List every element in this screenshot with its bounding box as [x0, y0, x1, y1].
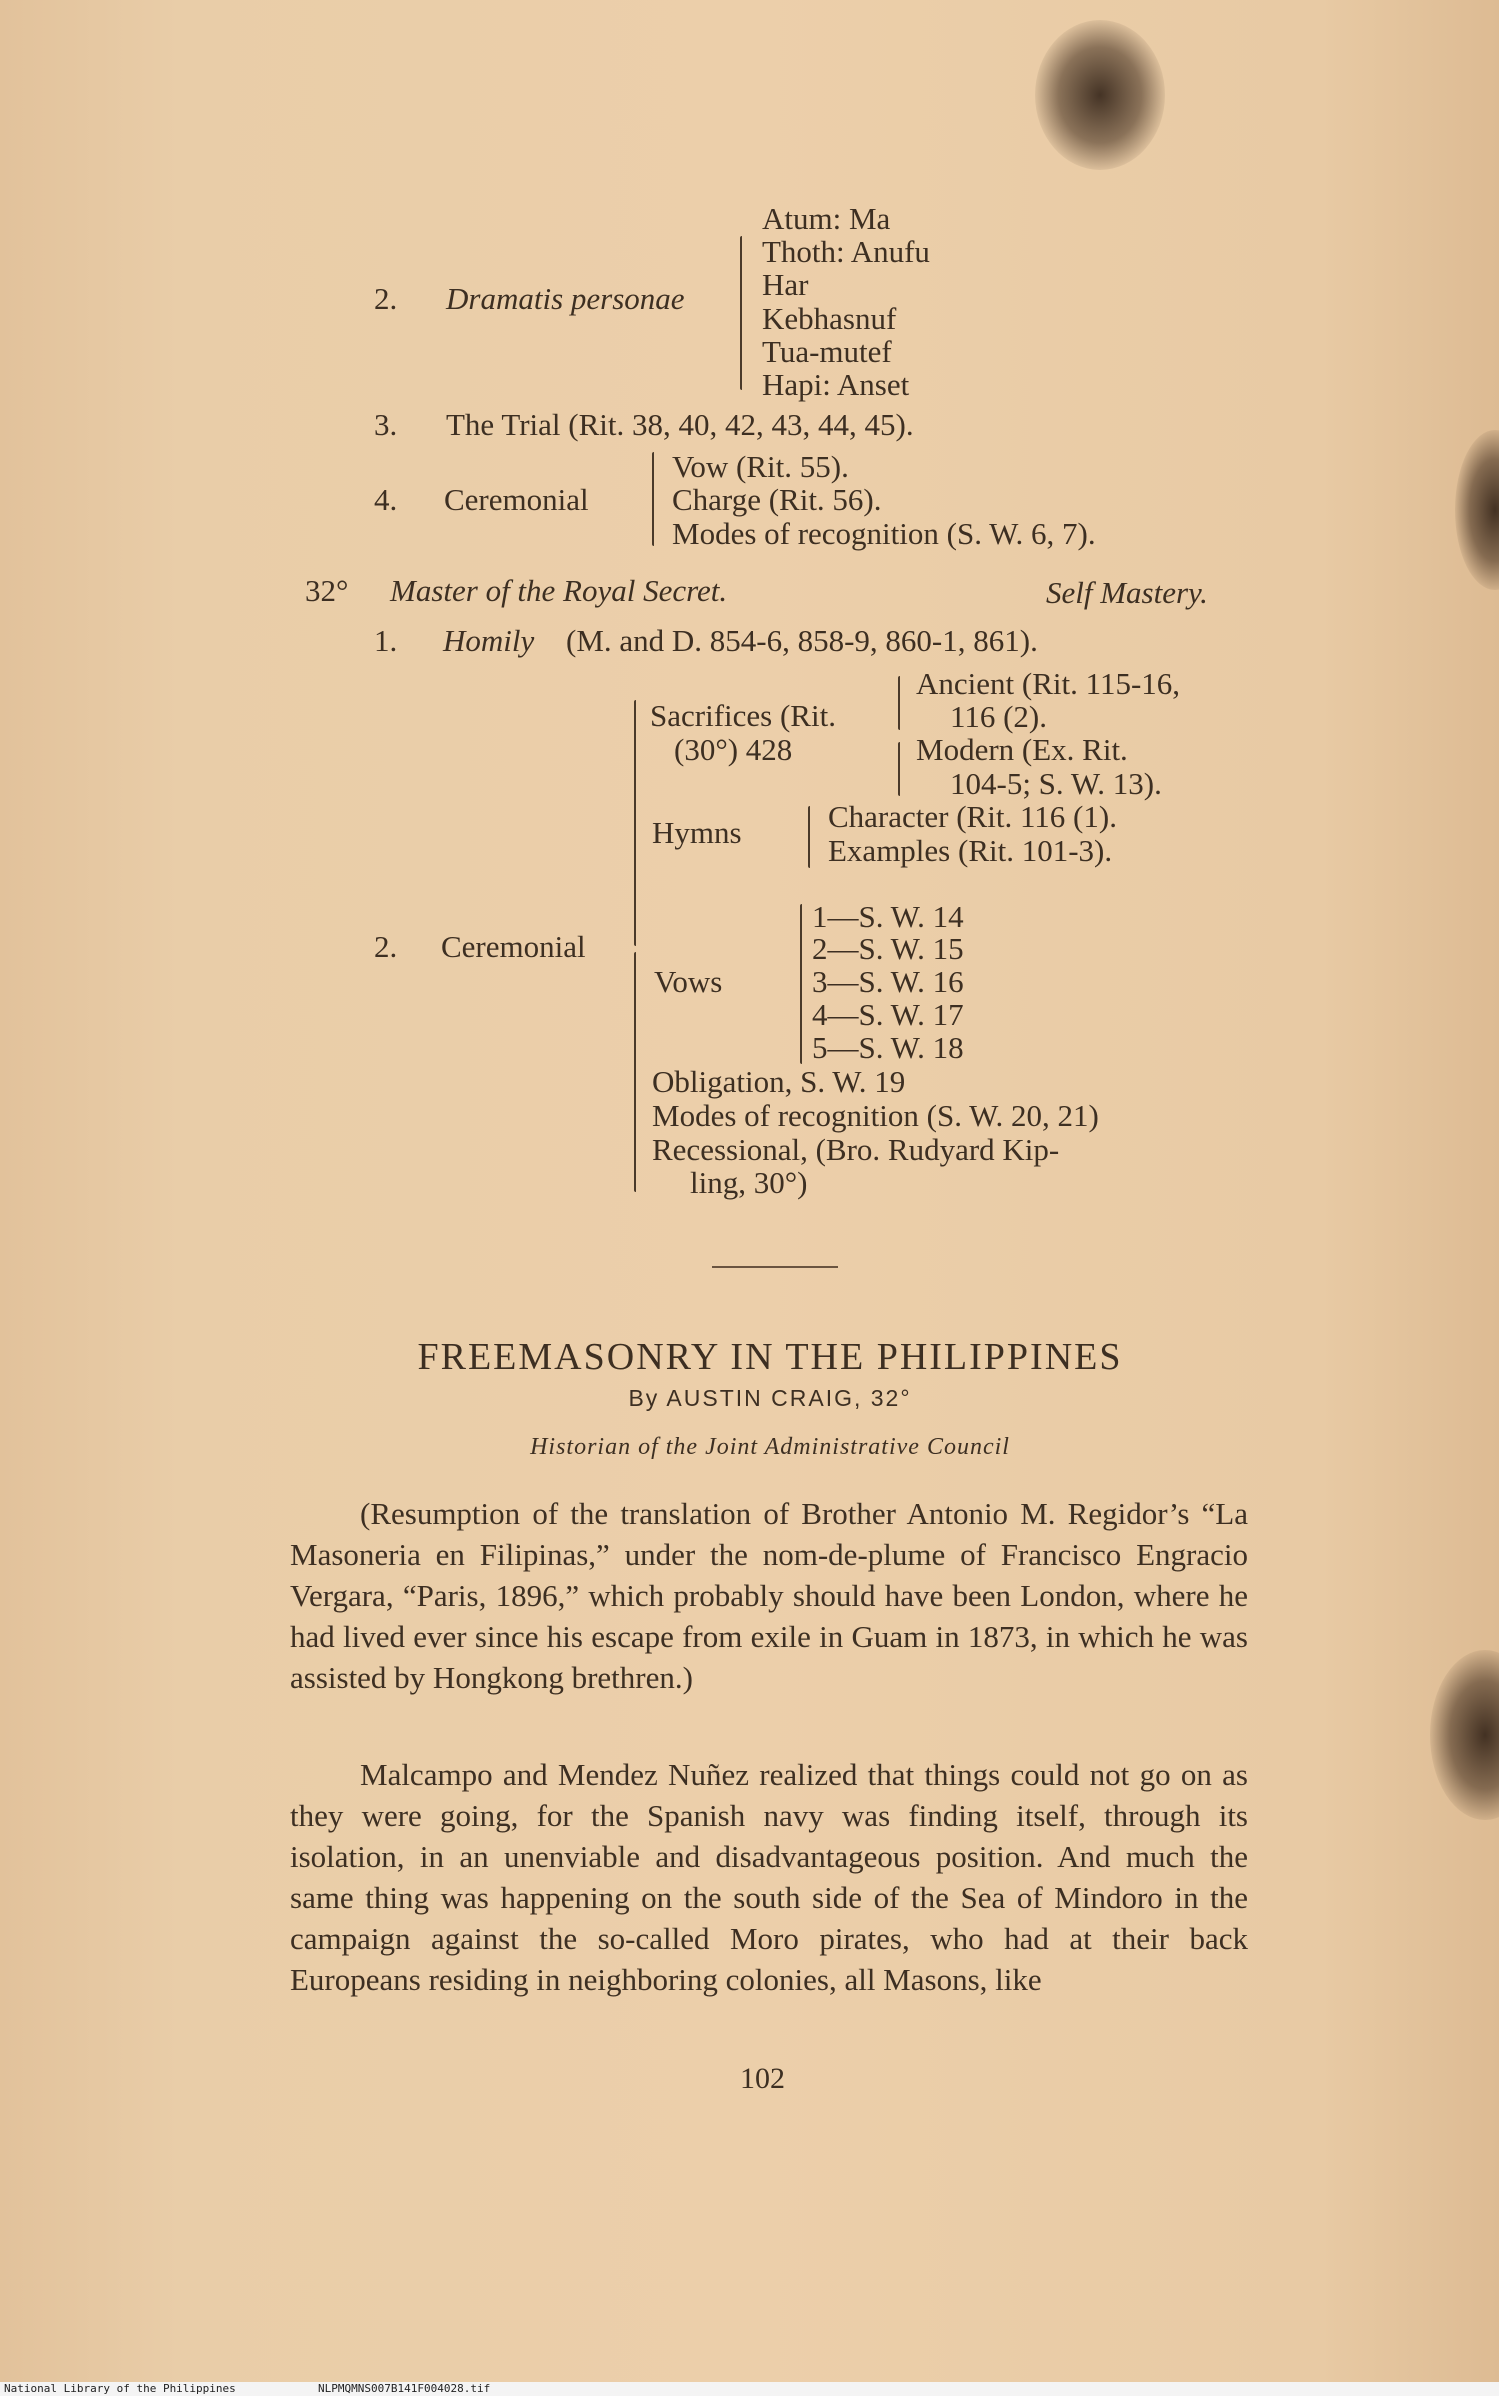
- ceremonial-entry: Charge (Rit. 56).: [672, 482, 882, 517]
- ceremonial-label: Ceremonial: [444, 482, 589, 517]
- persona-name: Hapi: Anset: [762, 367, 910, 402]
- degree-motto: Self Mastery.: [1046, 575, 1208, 610]
- scan-filename: NLPMQMNS007B141F004028.tif: [318, 2382, 491, 2395]
- ancient-entry: Ancient (Rit. 115-16,: [916, 666, 1181, 701]
- brace: [652, 452, 654, 546]
- item-number: 4.: [374, 482, 398, 517]
- modes-line: Modes of recognition (S. W. 20, 21): [652, 1098, 1099, 1133]
- brace: [634, 952, 636, 1192]
- persona-name: Atum: Ma: [762, 201, 891, 236]
- body-paragraph: Malcampo and Mendez Nuñez realized that things could not go on as they were going, for the Spanish navy was finding itself, through its isolation, in an unenviable and disadvantageous position. And much the same thing was happening on the south side of the Sea of Mindoro in the campaign against the so-called Moro pirates, who had at their back Europeans residing in neighboring colonies, all Masons, like: [290, 1757, 1248, 1997]
- sacrifices-ref: (30°) 428: [674, 732, 793, 767]
- brace: [800, 904, 802, 1064]
- dramatis-personae-label: Dramatis personae: [446, 281, 685, 316]
- persona-name: Har: [762, 267, 809, 302]
- ancient-entry-cont: 116 (2).: [950, 699, 1047, 734]
- obligation-line: Obligation, S. W. 19: [652, 1064, 906, 1099]
- ceremonial-entry: Modes of recognition (S. W. 6, 7).: [672, 516, 1096, 551]
- vow-item: 5—S. W. 18: [812, 1030, 964, 1065]
- page-edge-stain: [1430, 1650, 1499, 1820]
- intro-paragraph: (Resumption of the translation of Brother Antonio M. Regidor’s “La Masoneria en Filipinas,” under the nom-de-plume of Francisco Engracio Vergara, “Paris, 1896,” which probably should have been London, where he had lived ever since his escape from exile in Guam in 1873, in which he was assisted by Hongkong brethren.): [290, 1496, 1248, 1695]
- recessional-line-cont: ling, 30°): [690, 1165, 808, 1200]
- library-credit: National Library of the Philippines: [4, 2382, 236, 2395]
- author-affiliation: Historian of the Joint Administrative Council: [530, 1434, 1010, 1460]
- scan-footer: [0, 2382, 1499, 2396]
- item-number: 3.: [374, 407, 398, 442]
- brace: [898, 742, 900, 796]
- vow-item: 4—S. W. 17: [812, 997, 964, 1032]
- ink-stain: [1035, 20, 1165, 170]
- ceremonial-label: Ceremonial: [441, 929, 586, 964]
- vow-item: 2—S. W. 15: [812, 931, 964, 966]
- homily-refs: (M. and D. 854-6, 858-9, 860-1, 861).: [566, 623, 1038, 658]
- item-number: 1.: [374, 623, 398, 658]
- recessional-line: Recessional, (Bro. Rudyard Kip-: [652, 1132, 1060, 1167]
- vow-item: 1—S. W. 14: [812, 899, 964, 934]
- item-number: 2.: [374, 281, 398, 316]
- brace: [634, 700, 636, 946]
- vows-label: Vows: [654, 964, 723, 999]
- brace: [898, 676, 900, 730]
- persona-name: Thoth: Anufu: [762, 234, 930, 269]
- article-byline: By AUSTIN CRAIG, 32°: [628, 1385, 912, 1411]
- brace: [808, 806, 810, 868]
- item-number: 2.: [374, 929, 398, 964]
- degree-title: Master of the Royal Secret.: [390, 573, 728, 608]
- hymns-character: Character (Rit. 116 (1).: [828, 799, 1117, 834]
- modern-entry-cont: 104-5; S. W. 13).: [950, 766, 1162, 801]
- section-divider: [712, 1266, 838, 1268]
- persona-name: Tua-mutef: [762, 334, 892, 369]
- page-edge-stain: [1455, 430, 1499, 590]
- brace: [740, 236, 742, 390]
- article-title: FREEMASONRY IN THE PHILIPPINES: [417, 1336, 1123, 1378]
- sacrifices-label: Sacrifices (Rit.: [650, 698, 836, 733]
- hymns-examples: Examples (Rit. 101-3).: [828, 833, 1113, 868]
- trial-line: The Trial (Rit. 38, 40, 42, 43, 44, 45).: [446, 407, 914, 442]
- ceremonial-entry: Vow (Rit. 55).: [672, 449, 849, 484]
- page-number: 102: [740, 2062, 785, 2095]
- homily-label: Homily: [443, 623, 535, 658]
- vow-item: 3—S. W. 16: [812, 964, 964, 999]
- degree-number: 32°: [305, 573, 349, 608]
- hymns-label: Hymns: [652, 815, 742, 850]
- persona-name: Kebhasnuf: [762, 301, 897, 336]
- modern-entry: Modern (Ex. Rit.: [916, 732, 1128, 767]
